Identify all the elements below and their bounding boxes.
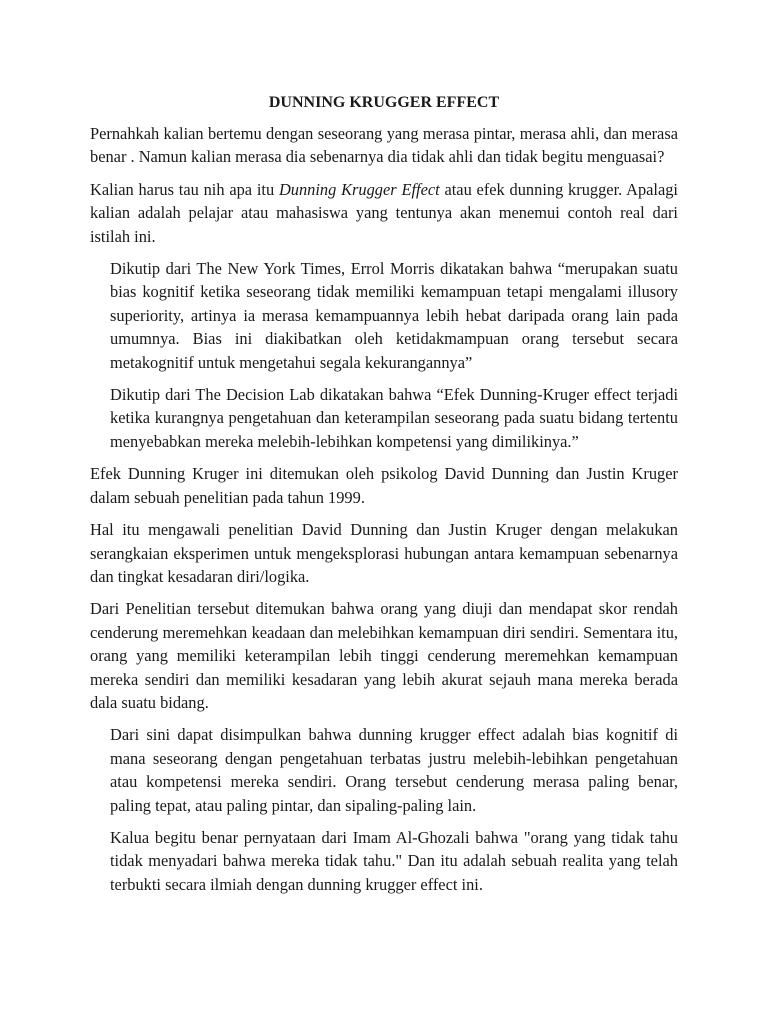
- paragraph-al-ghozali: Kalua begitu benar pernyataan dari Imam Al-Ghozali bahwa "orang yang tidak tahu tidak menyadari bahwa mereka tidak tahu." Dan itu adalah sebuah realita yang telah terbukti secara ilmiah dengan dunning krugger effect ini.: [110, 827, 678, 894]
- paragraph-intro: Pernahkah kalian bertemu dengan seseorang yang merasa pintar, merasa ahli, dan merasa benar . Namun kalian merasa dia sebenarnya dia tidak ahli dan tidak begitu menguasai?: [90, 124, 678, 167]
- paragraph-conclusion: Dari sini dapat disimpulkan bahwa dunning krugger effect adalah bias kognitif di mana seseorang dengan pengetahuan terbatas justru melebih-lebihkan pengetahuan atau kompetensi mereka sendiri. Orang tersebut cenderung merasa paling benar, paling tepat, atau paling pintar, dan sipaling-paling lain.: [110, 725, 678, 815]
- paragraph-definition-start: Kalian harus tau nih apa itu: [90, 179, 279, 199]
- term-dunning-krugger-effect: Dunning Krugger Effect: [278, 179, 440, 199]
- paragraph-experiment: Hal itu mengawali penelitian David Dunning dan Justin Kruger dengan melakukan serangkaian eksperimen untuk mengeksplorasi hubungan antara kemampuan sebenarnya dan tingkat kesadaran diri/logika.: [90, 520, 678, 586]
- quote-decision-lab: Dikutip dari The Decision Lab dikatakan bahwa “Efek Dunning-Kruger effect terjadi ketika kurangnya pengetahuan dan keterampilan seseorang pada suatu bidang tertentu menyebabkan mereka melebih-lebihkan kompetensi yang dimilikinya.”: [110, 385, 678, 451]
- quote-new-york-times: Dikutip dari The New York Times, Errol Morris dikatakan bahwa “merupakan suatu bias kognitif ketika seseorang tidak memiliki kemampuan tetapi mengalami illusory superiority, artinya ia merasa kemampuannya lebih hebat daripada orang lain pada umumnya. Bias ini diakibatkan oleh ketidakmampuan orang tersebut secara metakognitif untuk mengetahui segala kekurangannya”: [110, 259, 678, 372]
- document-title: DUNNING KRUGGER EFFECT: [268, 94, 500, 111]
- paragraph-discovery: Efek Dunning Kruger ini ditemukan oleh psikolog David Dunning dan Justin Kruger dalam sebuah penelitian pada tahun 1999.: [90, 464, 678, 507]
- paragraph-findings: Dari Penelitian tersebut ditemukan bahwa orang yang diuji dan mendapat skor rendah cenderung meremehkan keadaan dan melebihkan kemampuan diri sendiri. Sementara itu, orang yang memiliki keterampilan lebih tinggi cenderung meremehkan kemampuan mereka sendiri dan memiliki kesadaran yang lebih akurat sejauh mana mereka berada dala suatu bidang.: [90, 599, 678, 712]
- paragraph-definition-end: atau efek dunning krugger. Apalagi kalian adalah pelajar atau mahasiswa yang tentunya akan menemui contoh real dari istilah ini.: [90, 179, 678, 246]
- paragraph-definition: [90, 178, 678, 248]
